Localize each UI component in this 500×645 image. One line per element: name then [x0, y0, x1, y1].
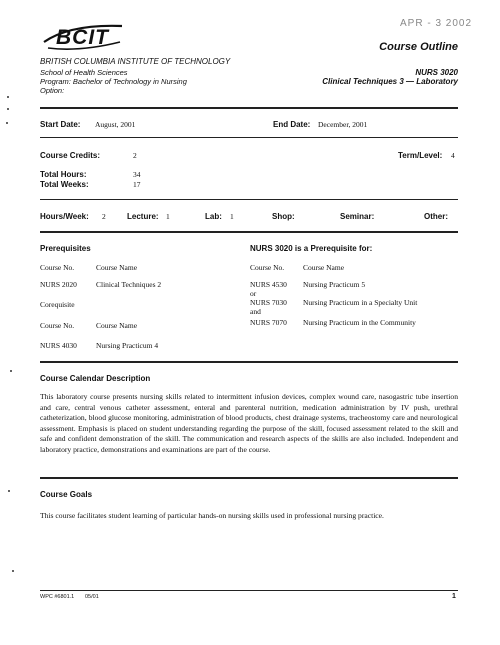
- lecture-value: 1: [166, 212, 170, 221]
- total-weeks-label: Total Weeks:: [40, 180, 89, 189]
- term-value: 4: [451, 151, 455, 160]
- end-date-label: End Date:: [273, 120, 311, 129]
- goals-text: This course facilitates student learning of particular hands-on nursing skills used in professional nursing practice.: [40, 511, 384, 520]
- coreq-col-no: Course No.: [40, 321, 75, 330]
- or-connector: or: [250, 289, 257, 298]
- calendar-description: This laboratory course presents nursing skills related to intermittent infusion devices, complex wound care, nasogastric tube insertion and care, central venous catheter assessment, enteral and parenteral nutrition, medication administration by IV push, urethral catheterization, blood glucose monitoring, administration of blood products, chest drainage systems, tracheostomy care and neurological assessment. Emphasis is placed on student understanding regarding the purpose of the skill, focused assessment related to the skill and safe and confident demonstration of the skill. The communication and research aspects of the skills are also included. Independent and laboratory practice, demonstrations and examinations are part of the course.: [40, 392, 458, 454]
- course-title: Clinical Techniques 3 — Laboratory: [322, 77, 458, 86]
- total-weeks-value: 17: [133, 180, 141, 189]
- prereq-for-col-name: Course Name: [303, 263, 345, 272]
- coreq-row-no: NURS 4030: [40, 341, 77, 350]
- scan-speck: [6, 122, 8, 124]
- form-code: WPC #6801.1: [40, 594, 75, 600]
- term-label: Term/Level:: [398, 151, 443, 160]
- and-connector: and: [250, 307, 261, 316]
- lab-value: 1: [230, 212, 234, 221]
- received-stamp: APR - 3 2002: [400, 18, 473, 29]
- course-code: NURS 3020: [415, 68, 458, 77]
- coreq-heading: Corequisite: [40, 300, 75, 309]
- calendar-heading: Course Calendar Description: [40, 374, 151, 383]
- shop-label: Shop:: [272, 212, 295, 221]
- prereq-for-heading: NURS 3020 is a Prerequisite for:: [250, 244, 373, 253]
- goals-heading: Course Goals: [40, 490, 93, 499]
- total-hours-label: Total Hours:: [40, 170, 87, 179]
- institute-name: BRITISH COLUMBIA INSTITUTE OF TECHNOLOGY: [40, 57, 231, 66]
- end-date-value: December, 2001: [318, 120, 368, 129]
- prereq-for-row-name: Nursing Practicum in the Community: [303, 318, 416, 327]
- program-name: Program: Bachelor of Technology in Nursing: [40, 77, 187, 86]
- seminar-label: Seminar:: [340, 212, 375, 221]
- prereq-col-name: Course Name: [96, 263, 138, 272]
- divider: [40, 199, 458, 200]
- credits-label: Course Credits:: [40, 151, 101, 160]
- bcit-logo: [40, 20, 128, 54]
- divider: [40, 361, 458, 363]
- footer-divider: [40, 590, 458, 591]
- divider: [40, 137, 458, 138]
- option-label: Option:: [40, 86, 65, 95]
- form-date: 05/01: [85, 594, 99, 600]
- total-hours-value: 34: [133, 170, 141, 179]
- scan-speck: [12, 570, 14, 572]
- prereq-row-name: Clinical Techniques 2: [96, 280, 162, 289]
- coreq-row-name: Nursing Practicum 4: [96, 341, 159, 350]
- doc-type: Course Outline: [379, 41, 458, 53]
- prereq-for-row-no: NURS 7030: [250, 298, 287, 307]
- prereq-for-row-no: NURS 7070: [250, 318, 287, 327]
- lab-label: Lab:: [205, 212, 222, 221]
- prereq-row-no: NURS 2020: [40, 280, 77, 289]
- prereq-col-no: Course No.: [40, 263, 75, 272]
- scan-speck: [7, 108, 9, 110]
- school-name: School of Health Sciences: [40, 68, 128, 77]
- prereq-for-col-no: Course No.: [250, 263, 285, 272]
- hours-week-value: 2: [102, 212, 106, 221]
- divider: [40, 107, 458, 109]
- logo-text: BCIT: [56, 26, 109, 49]
- prereq-for-row-name: Nursing Practicum in a Specialty Unit: [303, 298, 418, 307]
- scan-speck: [7, 96, 9, 98]
- prereq-for-row-no: NURS 4530: [250, 280, 287, 289]
- divider: [40, 231, 458, 233]
- divider: [40, 477, 458, 479]
- prereq-heading: Prerequisites: [40, 244, 91, 253]
- scan-speck: [10, 370, 12, 372]
- scan-speck: [8, 490, 10, 492]
- page-number: 1: [452, 593, 456, 600]
- credits-value: 2: [133, 151, 137, 160]
- coreq-col-name: Course Name: [96, 321, 138, 330]
- other-label: Other:: [424, 212, 448, 221]
- lecture-label: Lecture:: [127, 212, 159, 221]
- start-date-value: August, 2001: [95, 120, 136, 129]
- hours-week-label: Hours/Week:: [40, 212, 89, 221]
- prereq-for-row-name: Nursing Practicum 5: [303, 280, 366, 289]
- start-date-label: Start Date:: [40, 120, 81, 129]
